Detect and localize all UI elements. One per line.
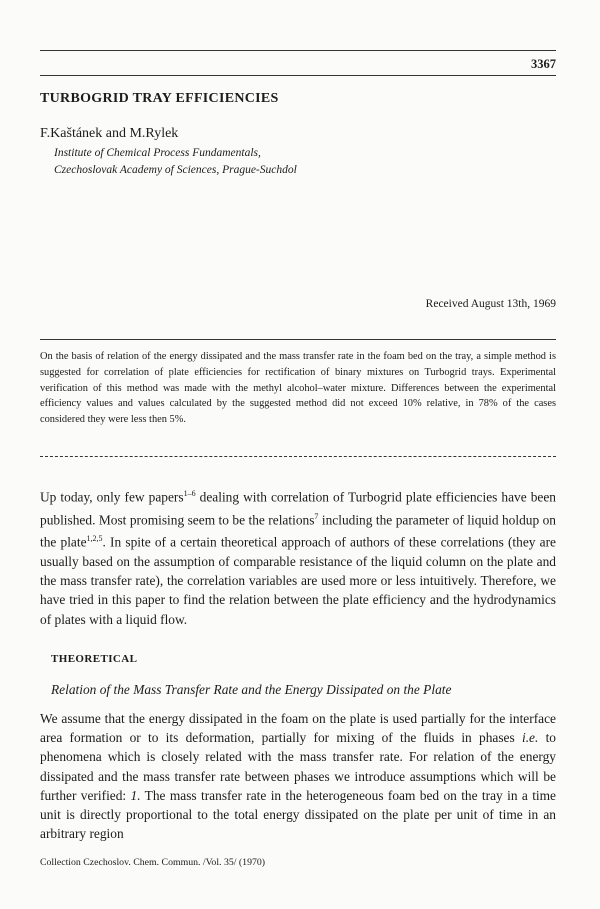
intro-paragraph: Up today, only few papers$^{1-6}$ dealing with correlation of Turbogrid plate efficiencies have been published. Most promising seem to be the relations$^7$ including the parameter of liquid holdup on the plate$^{1,2,5}$. In spite of a certain theoretical approach of authors of these correlations (they are usually based on the assumption of comparable resistance of the liquid column on the plate and the mass transfer rate), the correlation variables are used more or less intuitively. Therefore, we have tried in this paper to find the relation between the plate efficiency and the hydrodynamics of plates with a liquid flow. xyxy=(40,489,557,627)
affiliation-line-1: Institute of Chemical Process Fundamentals, xyxy=(54,147,261,159)
article-title: TURBOGRID TRAY EFFICIENCIES xyxy=(40,91,279,106)
section-heading: THEORETICAL xyxy=(51,653,138,665)
body-paragraph: We assume that the energy dissipated in the foam on the plate is used partially for the interface area formation or to its deformation, partially for mixing of the fluids in phases i.e. to phenomena which is closely related with the mass transfer rate. For relation of the energy dissipated and the mass transfer rate between phases we introduce assumptions which will be further verified: 1. The mass transfer rate in the heterogeneous foam bed on the tray in a time unit is directly proportional to the total energy dissipated on the plate per unit of time in an arbitrary region xyxy=(40,711,556,842)
citation-ref: 1,2,5 xyxy=(86,534,103,544)
header-rule-top xyxy=(40,50,556,51)
page-number: 3367 xyxy=(531,57,556,71)
affiliation xyxy=(54,145,297,179)
header-rule-bottom xyxy=(40,75,556,76)
abstract-rule-bottom xyxy=(40,456,556,457)
journal-footer: Collection Czechoslov. Chem. Commun. /Vol. 35/ (1970) xyxy=(40,857,266,868)
citation-ref: 7 xyxy=(314,511,319,521)
affiliation-line-2: Czechoslovak Academy of Sciences, Prague-Suchdol xyxy=(54,164,297,176)
received-date: Received August 13th, 1969 xyxy=(425,298,556,310)
authors: F.Kaštánek and M.Rylek xyxy=(40,126,179,141)
abstract: On the basis of relation of the energy dissipated and the mass transfer rate in the foam bed on the tray, a simple method is suggested for correlation of plate efficiencies for rectification of binary mixtures on Turbogrid trays. Experimental verification of this method was made with the methyl alcohol–water mixture. Differences between the experimental efficiency values and values calculated by the suggested method did not exceed 10% relative, in 78% of the cases considered they were less then 5%. xyxy=(40,351,556,426)
abstract-rule-top xyxy=(40,339,556,340)
subsection-heading: Relation of the Mass Transfer Rate and the Energy Dissipated on the Plate xyxy=(51,682,452,697)
citation-ref: 1–6 xyxy=(183,489,196,498)
